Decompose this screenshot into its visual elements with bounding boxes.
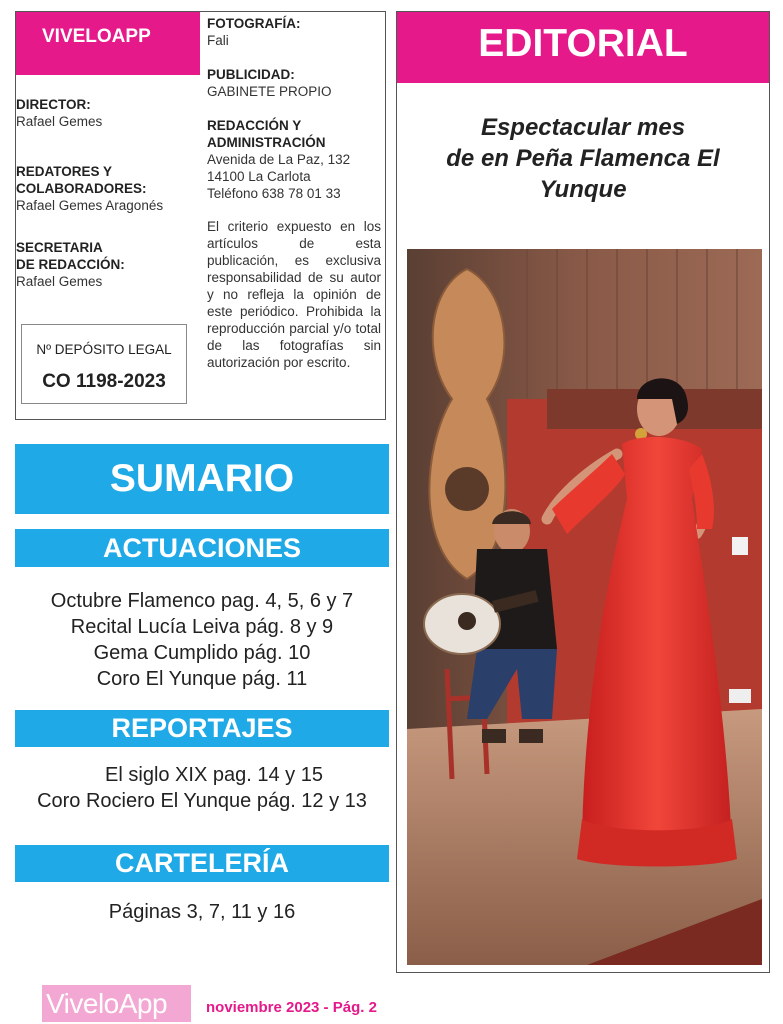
section-heading-reportajes: REPORTAJES — [15, 710, 389, 747]
list-item: Coro Rociero El Yunque pág. 12 y 13 — [37, 790, 367, 812]
address-line-1: Avenida de La Paz, 132 — [207, 152, 351, 167]
director-label: DIRECTOR: — [16, 97, 91, 112]
credits-right-column — [207, 15, 381, 371]
list-item: Gema Cumplido pág. 10 — [93, 642, 311, 664]
deposit-number: CO 1198-2023 — [42, 371, 166, 392]
brand-tab: VIVELOAPP — [16, 12, 200, 75]
editorial-title-line: Yunque — [539, 176, 627, 203]
credits-box — [15, 11, 386, 420]
editorial-title-line: Espectacular mes — [480, 114, 686, 141]
secretary-label-1: SECRETARIA — [16, 240, 103, 255]
actuaciones-list — [15, 588, 389, 692]
secretary-name: Rafael Gemes — [16, 274, 103, 289]
editorial-box — [396, 11, 770, 973]
footer-date-page: noviembre 2023 - Pág. 2 — [206, 999, 377, 1016]
viveloapp-logo: ViveloApp — [42, 985, 191, 1022]
carteleria-list — [15, 899, 389, 925]
ads-label: PUBLICIDAD: — [207, 67, 295, 82]
credits-left-column — [16, 96, 201, 290]
list-item: Recital Lucía Leiva pág. 8 y 9 — [70, 616, 334, 638]
list-item: Octubre Flamenco pag. 4, 5, 6 y 7 — [50, 590, 354, 612]
legal-deposit-box — [21, 324, 187, 404]
disclaimer: El criterio expuesto en los artículos de esta publicación, es exclusiva responsabilidad de su autor y no refleja la opinión de este periódico. Prohibida la reproducción parcial y/o total de las fotografías sin autorización por escrito. — [207, 219, 381, 370]
sumario-title: SUMARIO — [15, 444, 389, 514]
address-line-2: 14100 La Carlota — [207, 169, 311, 184]
editorial-title — [403, 112, 763, 205]
admin-label-2: ADMINISTRACIÓN — [207, 135, 326, 150]
admin-label-1: REDACCIÓN Y — [207, 118, 302, 133]
director-name: Rafael Gemes — [16, 114, 103, 129]
editorial-heading: EDITORIAL — [397, 12, 769, 83]
editors-label-2: COLABORADORES: — [16, 181, 147, 196]
list-item: Páginas 3, 7, 11 y 16 — [108, 901, 296, 923]
section-heading-carteleria: CARTELERÍA — [15, 845, 389, 882]
photo-label: FOTOGRAFÍA: — [207, 16, 301, 31]
section-heading-actuaciones: ACTUACIONES — [15, 529, 389, 567]
deposit-label: Nº DEPÓSITO LEGAL — [36, 342, 172, 357]
photo-illustration — [407, 249, 762, 965]
editors-name: Rafael Gemes Aragonés — [16, 198, 164, 213]
editorial-title-line: de en Peña Flamenca El — [446, 145, 720, 172]
ads-name: GABINETE PROPIO — [207, 84, 332, 99]
list-item: El siglo XIX pag. 14 y 15 — [105, 764, 323, 786]
list-item: Coro El Yunque pág. 11 — [96, 668, 308, 690]
reportajes-list — [15, 762, 389, 814]
phone: Teléfono 638 78 01 33 — [207, 186, 341, 201]
secretary-label-2: DE REDACCIÓN: — [16, 257, 125, 272]
editors-label-1: REDATORES Y — [16, 164, 113, 179]
flamenco-performance-photo — [407, 249, 762, 965]
photo-name: Fali — [207, 33, 229, 48]
